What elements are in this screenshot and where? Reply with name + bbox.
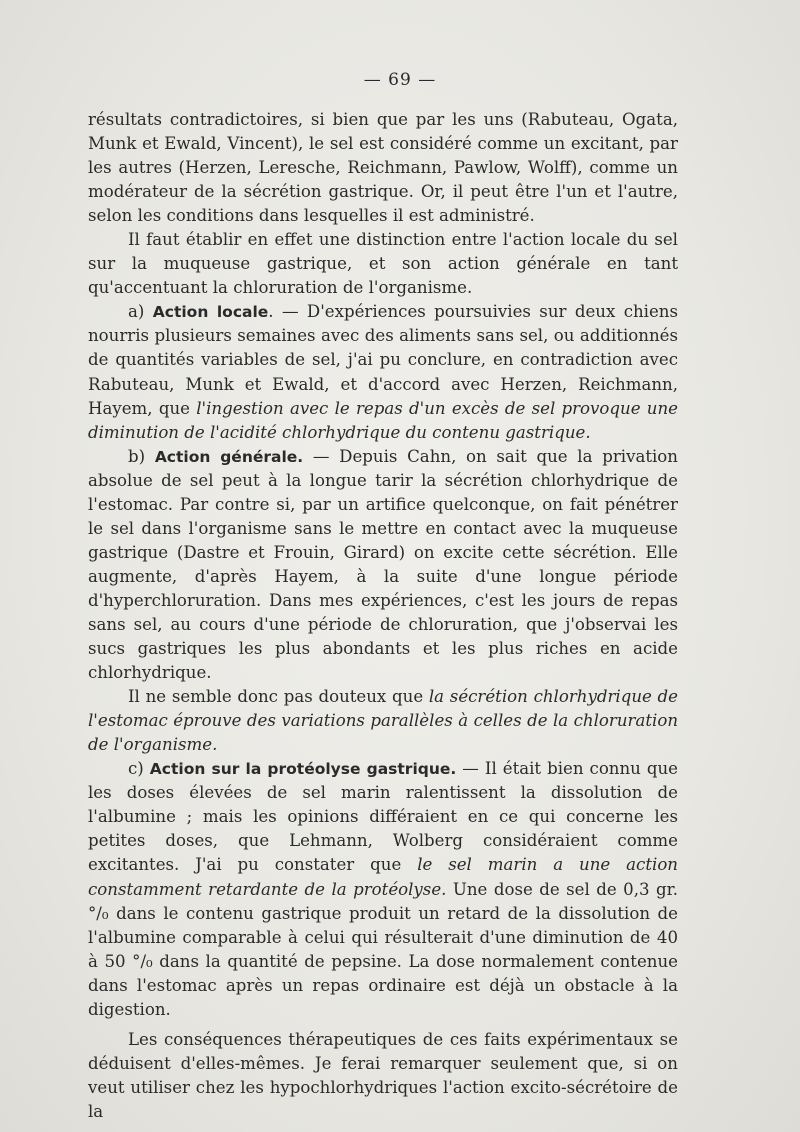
page-number: — 69 — (363, 70, 437, 90)
action-locale-conclusion: l'ingestion avec le repas d'un excès de sel provoque une diminution de l'acidité chlorhydrique du contenu gastrique. (88, 398, 678, 442)
paragraph-action-generale (88, 445, 678, 685)
heading-action-locale: Action locale (152, 303, 269, 322)
action-locale-text: . — D'expériences poursuivies sur deux chiens nourris plusieurs semaines avec des aliments sans sel, ou additionnés de quantités variables de sel, j'ai pu conclure, en contradiction avec Rabuteau, Munk et Ewald, et d'accord avec Herzen, Reichmann, Hayem, que (88, 302, 679, 418)
section-marker-c: c) (128, 759, 144, 779)
proteolyse-text-2: Une dose de sel de 0,3 gr. °/₀ dans le contenu gastrique produit un retard de la dissolution de l'albumine comparable à celui qui résulterait d'une diminution de 40 à 50 °/₀ dans la quantité de pepsine. La dose normalement contenue dans l'estomac après un repas ordinaire est déjà un obstacle à la digestion. (88, 879, 678, 1019)
proteolyse-text-1: — Il était bien connu que les doses élevées de sel marin ralentissent la dissolution de l'albumine ; mais les opinions différaient en ce qui concerne les petites doses, que Lehmann, Wolberg considéraient comme excitantes. J'ai pu constater que (88, 759, 678, 875)
heading-proteolyse: Action sur la protéolyse gastrique. (149, 760, 457, 779)
section-marker-b: b) (128, 446, 146, 466)
paragraph-proteolyse (88, 757, 678, 1022)
section-marker-a: a) (128, 302, 145, 322)
body-text (88, 108, 678, 1124)
paragraph-conclusion-chloruration (88, 685, 678, 757)
paragraph-intro: résultats contradictoires, si bien que par les uns (Rabuteau, Ogata, Munk et Ewald, Vincent), le sel est considéré comme un excitant, par les autres (Herzen, Leresche, Reichmann, Pawlow, Wolff), comme un modérateur de la sécrétion gastrique. Or, il peut être l'un et l'autre, selon les conditions dans lesquelles il est administré. (88, 110, 678, 226)
conclusion-italic: la sécrétion chlorhydrique de l'estomac éprouve des variations parallèles à celles de la chloruration de l'organisme. (88, 687, 678, 755)
conclusion-text: Il ne semble donc pas douteux que (128, 687, 429, 707)
paragraph-consequences: Les conséquences thérapeutiques de ces faits expérimentaux se déduisent d'elles-mêmes. Je ferai remarquer seulement que, si on veut utiliser chez les hypochlorhydriques l'action excito-sécrétoire de la (88, 1029, 678, 1121)
proteolyse-italic: le sel marin a une action constamment retardante de la protéolyse. (88, 855, 678, 899)
heading-action-generale: Action générale. (154, 447, 304, 466)
paragraph-distinction: Il faut établir en effet une distinction entre l'action locale du sel sur la muqueuse gastrique, et son action générale en tant qu'accentuant la chloruration de l'organisme. (88, 230, 678, 298)
paragraph-action-locale (88, 300, 678, 444)
action-generale-text: — Depuis Cahn, on sait que la privation absolue de sel peut à la longue tarir la sécrétion chlorhydrique de l'estomac. Par contre si, par un artifice quelconque, on fait pénétrer le sel dans l'organisme sans le mettre en contact avec la muqueuse gastrique (Dastre et Frouin, Girard) on excite cette sécrétion. Elle augmente, d'après Hayem, à la suite d'une longue période d'hyperchloruration. Dans mes expériences, c'est les jours de repas sans sel, au cours d'une période de chloruration, que j'observai les sucs gastriques les plus abondants et les plus riches en acide chlorhydrique. (88, 446, 678, 683)
